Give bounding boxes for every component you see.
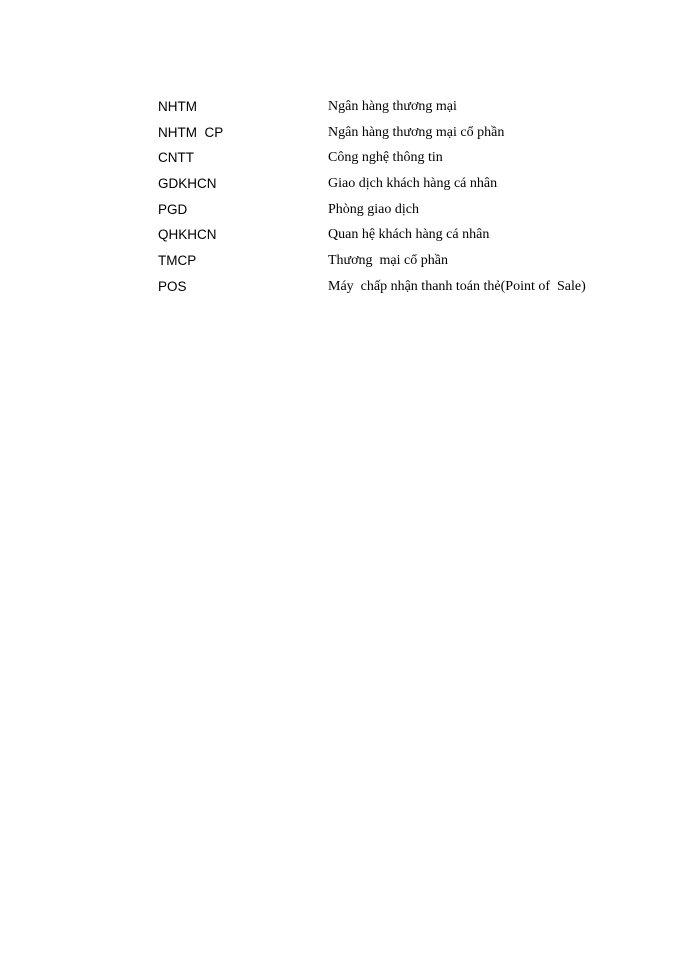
abbreviation-term: CNTT — [158, 150, 194, 166]
abbreviation-term: GDKHCN — [158, 175, 217, 191]
abbreviation-definition: Công nghệ thông tin — [328, 150, 443, 166]
abbreviation-row — [158, 145, 628, 171]
abbreviation-term: POS — [158, 278, 187, 294]
abbreviation-term: TMCP — [158, 252, 197, 268]
abbreviation-term: PGD — [158, 201, 188, 217]
abbreviation-row — [158, 274, 628, 300]
abbreviation-row — [158, 171, 628, 197]
abbreviation-row — [158, 120, 628, 146]
abbreviation-row — [158, 222, 628, 248]
abbreviation-definition: Ngân hàng thương mại — [328, 98, 457, 114]
abbreviation-definition: Máy chấp nhận thanh toán thẻ(Point of Sale) — [328, 278, 586, 294]
abbreviation-row — [158, 197, 628, 223]
abbreviation-row — [158, 248, 628, 274]
abbreviation-definition: Giao dịch khách hàng cá nhân — [328, 175, 498, 191]
abbreviation-definition: Quan hệ khách hàng cá nhân — [328, 227, 490, 243]
abbreviation-list — [158, 94, 628, 300]
abbreviation-row — [158, 94, 628, 120]
abbreviation-term: NHTM — [158, 98, 197, 114]
abbreviation-definition: Ngân hàng thương mại cổ phần — [328, 124, 505, 140]
abbreviation-term: NHTM CP — [158, 124, 224, 140]
abbreviation-term: QHKHCN — [158, 227, 217, 243]
abbreviation-definition: Thương mại cổ phần — [328, 252, 448, 268]
abbreviation-definition: Phòng giao dịch — [328, 201, 419, 217]
